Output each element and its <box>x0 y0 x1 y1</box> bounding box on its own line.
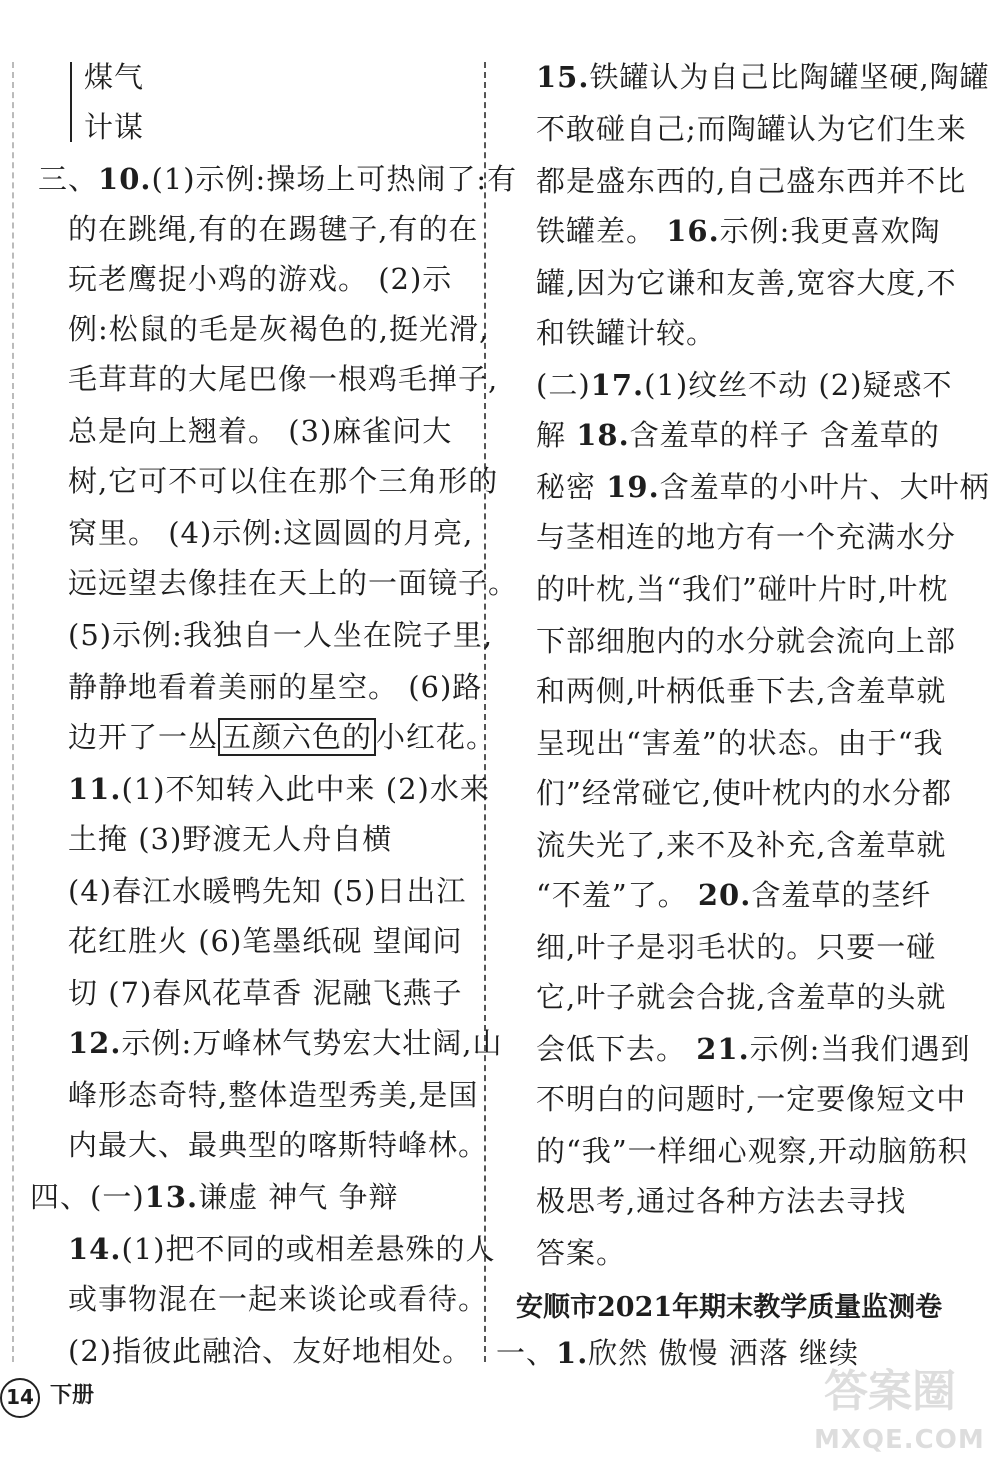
answer-line <box>536 368 952 402</box>
answer-line: 的在跳绳,有的在踢毽子,有的在 <box>68 212 479 246</box>
answer-line: 不敢碰自己;而陶罐认为它们生来 <box>536 112 967 146</box>
question-number: 18. <box>576 418 630 452</box>
answer-line: (5)示例:我独自一人坐在院子里, <box>68 618 494 652</box>
answer-line: 的“我”一样细心观察,开动脑筋积 <box>536 1134 968 1168</box>
answer-line <box>496 1336 859 1370</box>
answer-line: (2)指彼此融洽、友好地相处。 <box>68 1334 473 1368</box>
question-number: 11. <box>68 772 122 806</box>
answer-text: (1)不知转入此中来 (2)水来 <box>121 772 490 806</box>
answer-line <box>38 162 517 196</box>
answer-line <box>536 878 931 912</box>
answer-line: 与茎相连的地方有一个充满水分 <box>536 520 957 554</box>
answer-line: 极思考,通过各种方法去寻找 <box>536 1184 907 1218</box>
question-number: 1. <box>556 1336 589 1370</box>
answer-line: 总是向上翘着。 (3)麻雀问大 <box>68 414 453 448</box>
question-number: 21. <box>696 1032 750 1066</box>
answer-line: 细,叶子是羽毛状的。只要一碰 <box>536 930 937 964</box>
answer-text: (1)把不同的或相差悬殊的人 <box>121 1232 496 1266</box>
answer-line: 例:松鼠的毛是灰褐色的,挺光滑, <box>68 312 490 346</box>
answer-text: 解 <box>536 418 577 452</box>
answer-line: 计谋 <box>84 110 145 144</box>
volume-label: 下册 <box>50 1383 95 1408</box>
answer-text: 铁罐认为自己比陶罐坚硬,陶罐 <box>589 60 990 94</box>
answer-line <box>536 470 990 504</box>
answer-line: 煤气 <box>84 60 145 94</box>
section-marker: (二) <box>536 368 591 402</box>
watermark-logo: 答案圈 <box>824 1366 956 1417</box>
answer-line: 远远望去像挂在天上的一面镜子。 <box>68 566 519 600</box>
question-number: 12. <box>68 1026 122 1060</box>
answer-line <box>536 60 990 94</box>
boxed-answer: 五颜六色的 <box>218 718 376 756</box>
answer-line: 静静地看着美丽的星空。 (6)路 <box>68 670 483 704</box>
answer-line: 罐,因为它谦和友善,宽容大度,不 <box>536 266 957 300</box>
answer-line <box>536 214 940 248</box>
section-title: 安顺市2021年期末教学质量监测卷 <box>516 1292 943 1323</box>
answer-line <box>68 1232 496 1266</box>
answer-text: 示例:我更喜欢陶 <box>719 214 941 248</box>
watermark <box>810 1355 990 1465</box>
answer-line: 花红胜火 (6)笔墨纸砚 望闻问 <box>68 924 463 958</box>
answer-line: 毛茸茸的大尾巴像一根鸡毛掸子, <box>68 362 499 396</box>
answer-line <box>536 418 940 452</box>
answer-text: 会低下去。 <box>536 1032 697 1066</box>
section-marker: 四、(一) <box>30 1180 145 1214</box>
answer-line: 答案。 <box>536 1236 627 1270</box>
answer-text: 谦虚 神气 争辩 <box>198 1180 399 1214</box>
answer-line: 峰形态奇特,整体造型秀美,是国 <box>68 1078 479 1112</box>
question-number: 20. <box>697 878 752 912</box>
answer-line <box>536 1032 970 1066</box>
answer-text: (1)示例:操场上可热闹了:有 <box>151 162 518 196</box>
question-number: 15. <box>536 60 590 94</box>
answer-text: 示例:当我们遇到 <box>749 1032 971 1066</box>
answer-line: 的叶枕,当“我们”碰叶片时,叶枕 <box>536 572 949 606</box>
answer-line <box>30 1180 399 1214</box>
answer-line: 下部细胞内的水分就会流向上部 <box>536 624 957 658</box>
answer-line: 玩老鹰捉小鸡的游戏。 (2)示 <box>68 262 453 296</box>
question-number: 14. <box>68 1232 122 1266</box>
watermark-site: MXQE.COM <box>814 1425 985 1455</box>
answer-line: 土掩 (3)野渡无人舟自横 <box>68 822 393 856</box>
answer-line <box>68 1026 502 1060</box>
answer-line <box>68 720 496 754</box>
answer-text: 边开了一丛 <box>68 720 219 754</box>
answer-line: 和铁罐计较。 <box>536 316 717 350</box>
answer-text: 欣然 傲慢 洒落 继续 <box>588 1336 859 1370</box>
answer-line: 切 (7)春风花草香 泥融飞燕子 <box>68 976 463 1010</box>
answer-text: 铁罐差。 <box>536 214 667 248</box>
answer-line: 窝里。 (4)示例:这圆圆的月亮, <box>68 516 474 550</box>
answer-text: 含羞草的样子 含羞草的 <box>629 418 940 452</box>
answer-line: 和两侧,叶柄低垂下去,含羞草就 <box>536 674 947 708</box>
brace-bracket <box>70 62 84 142</box>
answer-line: 树,它可不可以住在那个三角形的 <box>68 464 499 498</box>
answer-line: 呈现出“害羞”的状态。由于“我 <box>536 726 944 760</box>
section-marker: 一、 <box>496 1336 557 1370</box>
page-number: 14 <box>0 1378 40 1418</box>
answer-text: 含羞草的小叶片、大叶柄 <box>659 470 990 504</box>
question-number: 17. <box>590 368 645 402</box>
answer-text: 示例:万峰林气势宏大壮阔,山 <box>121 1026 503 1060</box>
question-number: 13. <box>144 1180 199 1214</box>
answer-line: 它,叶子就会合拢,含羞草的头就 <box>536 980 947 1014</box>
answer-text: 秘密 <box>536 470 607 504</box>
answer-text: (1)纹丝不动 (2)疑惑不 <box>644 368 953 402</box>
question-number: 10. <box>98 162 152 196</box>
answer-text: “不羞”了。 <box>536 878 698 912</box>
column-divider <box>484 62 486 1362</box>
answer-text: 小红花。 <box>376 720 497 754</box>
answer-line: (4)春江水暖鸭先知 (5)日出江 <box>68 874 467 908</box>
answer-line: 流失光了,来不及补充,含羞草就 <box>536 828 947 862</box>
answer-line: 们”经常碰它,使叶枕内的水分都 <box>536 776 953 810</box>
answer-text: 含羞草的茎纤 <box>751 878 932 912</box>
section-marker: 三、 <box>38 162 99 196</box>
answer-line: 内最大、最典型的喀斯特峰林。 <box>68 1128 489 1162</box>
question-number: 16. <box>666 214 720 248</box>
answer-line: 都是盛东西的,自己盛东西并不比 <box>536 164 967 198</box>
answer-line: 或事物混在一起来谈论或看待。 <box>68 1282 489 1316</box>
page-edge <box>12 62 14 1362</box>
answer-line: 不明白的问题时,一定要像短文中 <box>536 1082 967 1116</box>
answer-line <box>68 772 490 806</box>
question-number: 19. <box>606 470 660 504</box>
